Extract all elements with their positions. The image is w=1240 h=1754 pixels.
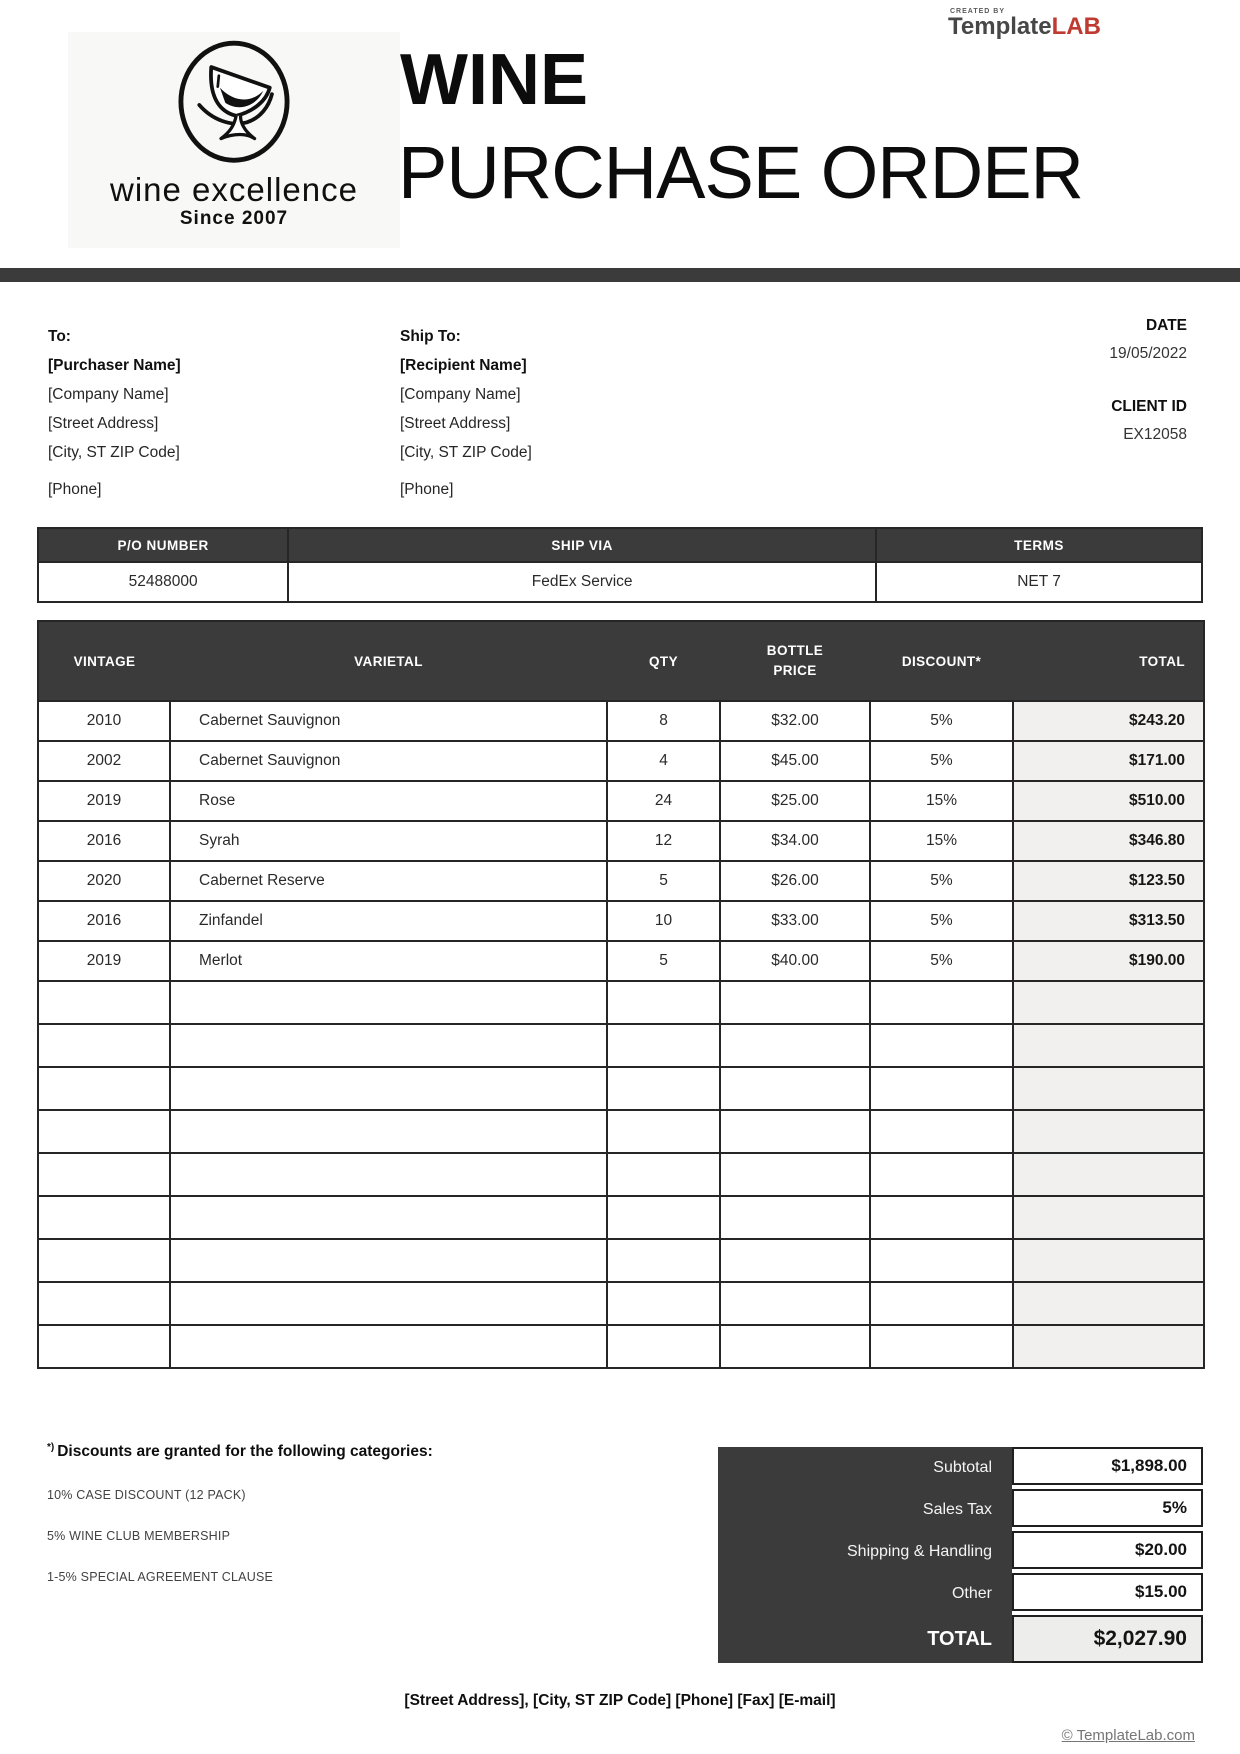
total-column-header: TOTAL (1013, 621, 1204, 701)
cell (720, 981, 870, 1024)
cell (1013, 1067, 1204, 1110)
cell (720, 1282, 870, 1325)
cell (607, 981, 720, 1024)
cell (870, 1110, 1013, 1153)
discount-note-item: 1-5% SPECIAL AGREEMENT CLAUSE (47, 1570, 274, 1585)
to-label: To: (48, 328, 71, 345)
cell: Cabernet Sauvignon (170, 701, 607, 741)
cell: $33.00 (720, 901, 870, 941)
discount-column-header: DISCOUNT* (870, 621, 1013, 701)
wine-glass-hand-icon (163, 40, 305, 170)
cell (38, 1196, 170, 1239)
cell: $171.00 (1013, 741, 1204, 781)
cell (170, 981, 607, 1024)
purchaser-city: [City, ST ZIP Code] (48, 444, 180, 461)
cell: $243.20 (1013, 701, 1204, 741)
table-row (38, 781, 1204, 821)
discount-note-item: 5% WINE CLUB MEMBERSHIP (47, 1529, 231, 1544)
cell (870, 981, 1013, 1024)
recipient-name: [Recipient Name] (400, 357, 527, 374)
order-table-header-row (38, 621, 1204, 701)
cell (1013, 1239, 1204, 1282)
cell: 5% (870, 701, 1013, 741)
cell: 12 (607, 821, 720, 861)
client-id-value: EX12058 (1123, 426, 1187, 443)
cell (870, 1024, 1013, 1067)
cell: $32.00 (720, 701, 870, 741)
cell (38, 1153, 170, 1196)
cell (607, 1325, 720, 1368)
company-logo (68, 32, 400, 248)
cell: $45.00 (720, 741, 870, 781)
cell (1013, 1282, 1204, 1325)
recipient-company: [Company Name] (400, 386, 521, 403)
ship-via-header: SHIP VIA (288, 528, 876, 562)
cell (170, 1325, 607, 1368)
subtotal-label: Subtotal (933, 1459, 992, 1476)
cell: 2019 (38, 941, 170, 981)
cell: Zinfandel (170, 901, 607, 941)
ship-to-label: Ship To: (400, 328, 461, 345)
empty-table-row (38, 1325, 1204, 1368)
order-table-body (38, 701, 1204, 1368)
ship-to-address-block (400, 322, 532, 504)
po-number-value: 52488000 (38, 562, 288, 602)
varietal-column-header: VARIETAL (170, 621, 607, 701)
cell (170, 1196, 607, 1239)
empty-table-row (38, 1239, 1204, 1282)
cell (170, 1239, 607, 1282)
empty-table-row (38, 1110, 1204, 1153)
qty-column-header: QTY (607, 621, 720, 701)
cell: 5% (870, 861, 1013, 901)
sales-tax-label: Sales Tax (922, 1501, 992, 1518)
cell (1013, 1196, 1204, 1239)
cell (170, 1282, 607, 1325)
cell (870, 1239, 1013, 1282)
cell (720, 1196, 870, 1239)
sales-tax-value: 5% (1012, 1489, 1203, 1527)
terms-value: NET 7 (876, 562, 1202, 602)
cell: Cabernet Reserve (170, 861, 607, 901)
cell (870, 1153, 1013, 1196)
cell (38, 1325, 170, 1368)
cell (720, 1153, 870, 1196)
purchaser-name: [Purchaser Name] (48, 357, 181, 374)
total-label: TOTAL (927, 1627, 992, 1650)
cell: $510.00 (1013, 781, 1204, 821)
other-value: $15.00 (1012, 1573, 1203, 1611)
cell (38, 981, 170, 1024)
totals-labels-column (718, 1447, 1012, 1663)
cell: $190.00 (1013, 941, 1204, 981)
cell (607, 1153, 720, 1196)
empty-table-row (38, 1024, 1204, 1067)
cell: $34.00 (720, 821, 870, 861)
empty-table-row (38, 1153, 1204, 1196)
cell (720, 1239, 870, 1282)
totals-values-column (1012, 1447, 1203, 1663)
cell: 2010 (38, 701, 170, 741)
client-id-label: CLIENT ID (1111, 398, 1187, 415)
cell (170, 1153, 607, 1196)
purchaser-phone: [Phone] (48, 481, 102, 498)
created-by-label: CREATED BY (950, 8, 1005, 15)
templatelab-wordmark: TemplateLAB (948, 13, 1101, 40)
recipient-street: [Street Address] (400, 415, 511, 432)
cell: 2020 (38, 861, 170, 901)
empty-table-row (38, 1067, 1204, 1110)
cell: 5 (607, 861, 720, 901)
totals-box (718, 1447, 1203, 1663)
cell: 2019 (38, 781, 170, 821)
other-label: Other (951, 1585, 992, 1602)
empty-table-row (38, 981, 1204, 1024)
cell (870, 1282, 1013, 1325)
table-row (38, 821, 1204, 861)
cell (38, 1110, 170, 1153)
recipient-city: [City, ST ZIP Code] (400, 444, 532, 461)
cell: 4 (607, 741, 720, 781)
cell (170, 1110, 607, 1153)
po-info-table (37, 527, 1203, 603)
table-row (38, 741, 1204, 781)
cell: $26.00 (720, 861, 870, 901)
cell: Merlot (170, 941, 607, 981)
logo-company-name: wine excellence (110, 171, 358, 208)
cell (1013, 1325, 1204, 1368)
cell (870, 1196, 1013, 1239)
logo-since-text: Since 2007 (179, 208, 289, 229)
po-number-header: P/O NUMBER (38, 528, 288, 562)
footer-contact-line: [Street Address], [City, ST ZIP Code] [Phone] [Fax] [E-mail] (404, 1692, 836, 1709)
cell: 2016 (38, 821, 170, 861)
cell: $40.00 (720, 941, 870, 981)
page-title-purchase-order: PURCHASE ORDER (398, 131, 1083, 214)
cell (38, 1282, 170, 1325)
cell (720, 1110, 870, 1153)
cell: 5% (870, 741, 1013, 781)
cell: 2002 (38, 741, 170, 781)
cell (870, 1325, 1013, 1368)
purchaser-street: [Street Address] (48, 415, 159, 432)
cell (870, 1067, 1013, 1110)
discount-notes-heading: *) Discounts are granted for the following categories: (47, 1442, 433, 1461)
table-row (38, 901, 1204, 941)
shipping-handling-label: Shipping & Handling (847, 1543, 992, 1560)
cell: 24 (607, 781, 720, 821)
templatelab-credit-link[interactable]: © TemplateLab.com (1061, 1727, 1195, 1744)
table-row (38, 861, 1204, 901)
cell: 15% (870, 821, 1013, 861)
terms-header: TERMS (876, 528, 1202, 562)
cell (720, 1024, 870, 1067)
recipient-phone: [Phone] (400, 481, 454, 498)
cell (607, 1110, 720, 1153)
cell: $313.50 (1013, 901, 1204, 941)
cell: 5% (870, 901, 1013, 941)
to-address-block (48, 322, 181, 504)
cell: Rose (170, 781, 607, 821)
total-value: $2,027.90 (1012, 1615, 1203, 1663)
cell: 2016 (38, 901, 170, 941)
cell (607, 1282, 720, 1325)
order-table (37, 620, 1205, 1369)
cell (170, 1024, 607, 1067)
cell (720, 1067, 870, 1110)
table-row (38, 701, 1204, 741)
page-title-wine: WINE (400, 40, 588, 120)
cell (607, 1067, 720, 1110)
discount-note-item: 10% CASE DISCOUNT (12 PACK) (47, 1488, 246, 1503)
cell: 5% (870, 941, 1013, 981)
empty-table-row (38, 1196, 1204, 1239)
cell: $25.00 (720, 781, 870, 821)
templatelab-logo (948, 8, 1101, 40)
cell (607, 1024, 720, 1067)
po-info-header-row (38, 528, 1202, 562)
cell: 8 (607, 701, 720, 741)
document-meta-block (1109, 312, 1187, 449)
date-label: DATE (1145, 317, 1187, 334)
vintage-column-header: VINTAGE (38, 621, 170, 701)
cell: $346.80 (1013, 821, 1204, 861)
header-divider-bar (0, 268, 1240, 282)
date-value: 19/05/2022 (1109, 345, 1187, 362)
cell (1013, 1153, 1204, 1196)
empty-table-row (38, 1282, 1204, 1325)
ship-via-value: FedEx Service (288, 562, 876, 602)
cell (38, 1067, 170, 1110)
purchaser-company: [Company Name] (48, 386, 169, 403)
cell (38, 1024, 170, 1067)
cell (607, 1239, 720, 1282)
cell (720, 1325, 870, 1368)
cell: 15% (870, 781, 1013, 821)
cell (38, 1239, 170, 1282)
cell (607, 1196, 720, 1239)
cell: Syrah (170, 821, 607, 861)
po-info-value-row (38, 562, 1202, 602)
subtotal-value: $1,898.00 (1012, 1447, 1203, 1485)
discount-notes (47, 1442, 433, 1584)
cell (1013, 1110, 1204, 1153)
table-row (38, 941, 1204, 981)
cell (170, 1067, 607, 1110)
bottle-price-column-header: BOTTLE PRICE (720, 621, 870, 701)
cell: 10 (607, 901, 720, 941)
cell: Cabernet Sauvignon (170, 741, 607, 781)
cell: $123.50 (1013, 861, 1204, 901)
cell (1013, 1024, 1204, 1067)
cell (1013, 981, 1204, 1024)
cell: 5 (607, 941, 720, 981)
shipping-handling-value: $20.00 (1012, 1531, 1203, 1569)
